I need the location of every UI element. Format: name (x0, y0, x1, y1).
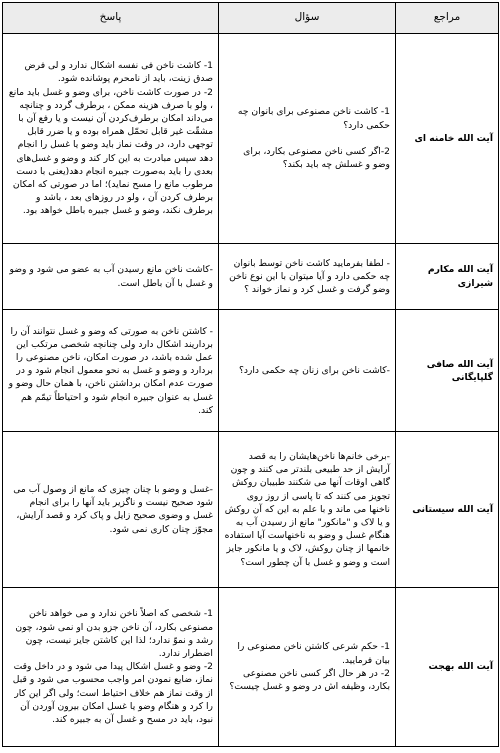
header-row (3, 3, 499, 34)
source-cell: آیت الله بهجت (396, 587, 499, 746)
source-cell: آیت الله سیستانی (396, 432, 499, 587)
answer-cell: -غسل و وضو با چنان چیزی که مانع از وصول آب می شود صحیح نیست و ناگزیر باید آنها را برای انجام غسل و وضوی صحیح زایل و پاک کرد و قصد آرایش، مجوّز چنان کاری نمی شود. (3, 432, 219, 587)
table-row (3, 34, 499, 244)
answer-cell: - کاشتن ناخن به صورتی که وضو و غسل نتوانند آن را برداریند اشکال دارد ولی چنانچه شخصی مرتکب این عمل شده باشد، در صورت امکان، ناخن مصنوعی را بردارد و وضو و غسل به نحو معمول انجام شود و در صورت عدم امکان برداشتن ناخن، با همان حال وضو و غسل به عنوان جبیره انجام شود و احتیاطاً تیمّم هم کند. (3, 310, 219, 432)
answer-cell: 1- شخصی که اصلاً ناخن ندارد و می خواهد ناخن مصنوعی بکارد، آن ناخن جزو بدن او نمی شود، چون رشد و نموّ ندارد؛ لذا این کاشتن جایز نیست، چون اضطرار ندارد. 2- وضو و غسل اشکال پیدا می شود و در داخل وقت نماز، ضایع نمودن امر واجب محسوب می شود و قبل از وقت نماز هم خلاف احتیاط است؛ ولی اگر این کار را کرد و هنگام وضو یا غسل امکان بیرون آوردن آن نبود، باید در مسح و غسل آن به جبیره کند. (3, 587, 219, 746)
question-cell: - لطفا بفرمایید کاشت ناخن توسط بانوان چه حکمی دارد و آیا میتوان با این نوع ناخن وضو گرفت و غسل کرد و نماز خواند ؟ (219, 243, 396, 310)
question-cell: -کاشت ناخن برای زنان چه حکمی دارد؟ (219, 310, 396, 432)
question-cell: 1- کاشت ناخن مصنوعی برای بانوان چه حکمی دارد؟ 2-اگر کسی ناخن مصنوعی بکارد، برای وضو و غسلش چه باید بکند؟ (219, 34, 396, 244)
answer-cell: 1- کاشت ناخن فی نفسه اشکال ندارد و لی فرض صدق زینت، باید از نامحرم پوشانده شود. 2- در صورت کاشت ناخن، برای وضو و غسل باید مانع ، ولو با صرف هزینه ممکن ، برطرف گردد و چنانچه می‌داند امکان برطرف‌کردن آن نیست و یا رفع آن با مشقّت غیر قابل تحمّل همراه بوده و یا ضرر قابل توجهی دارد، در وقت نماز باید وضو یا غسل را انجام دهد سپس مبادرت به این کار کند و وضو و غسل‌های بعدی را باید به‌صورت جبیره انجام دهد(یعنی با دست مرطوب مانع را مسح نماید)؛ اما در صورتی که امکان برطرف کردن آن ، ولو در روزهای بعد ، باشد و برطرف نکند، وضو و غسل جبیره باطل خواهد بود. (3, 34, 219, 244)
table-row (3, 243, 499, 310)
source-cell: آیت الله صافی گلپایگانی (396, 310, 499, 432)
table-row (3, 587, 499, 746)
table-row (3, 310, 499, 432)
header-source: مراجع (396, 3, 499, 34)
question-cell: 1- حکم شرعی کاشتن ناخن مصنوعی را بیان فرمایید. 2- در هر حال اگر کسی ناخن مصنوعی بکارد، وظیفه اش در وضو و غسل چیست؟ (219, 587, 396, 746)
header-answer: پاسخ (3, 3, 219, 34)
source-cell: آیت الله خامنه ای (396, 34, 499, 244)
source-cell: آیت الله مکارم شیرازی (396, 243, 499, 310)
header-question: سؤال (219, 3, 396, 34)
rulings-table (2, 2, 499, 747)
answer-cell: -کاشت ناخن مانع رسیدن آب به عضو می شود و وضو و غسل با آن باطل است. (3, 243, 219, 310)
table-row (3, 432, 499, 587)
question-cell: -برخی خانم‌ها ناخن‌هایشان را به قصد آرایش از حد طبیعی بلندتر می کنند و چون گاهی اوقات آنها می شکنند طبیبان روکش تجویز می کنند که تا پاسی از روز روی ناخنها می ماند و با علم به این که آن روکش و یا لاک و "مانکور" مانع از رسیدن آب به هنگام غسل و وضو به ناخنهاست آیا استفاده خانمها از چنان روکش، لاک و یا مانکور جایز است و وضو و غسل با آن چطور است؟ (219, 432, 396, 587)
